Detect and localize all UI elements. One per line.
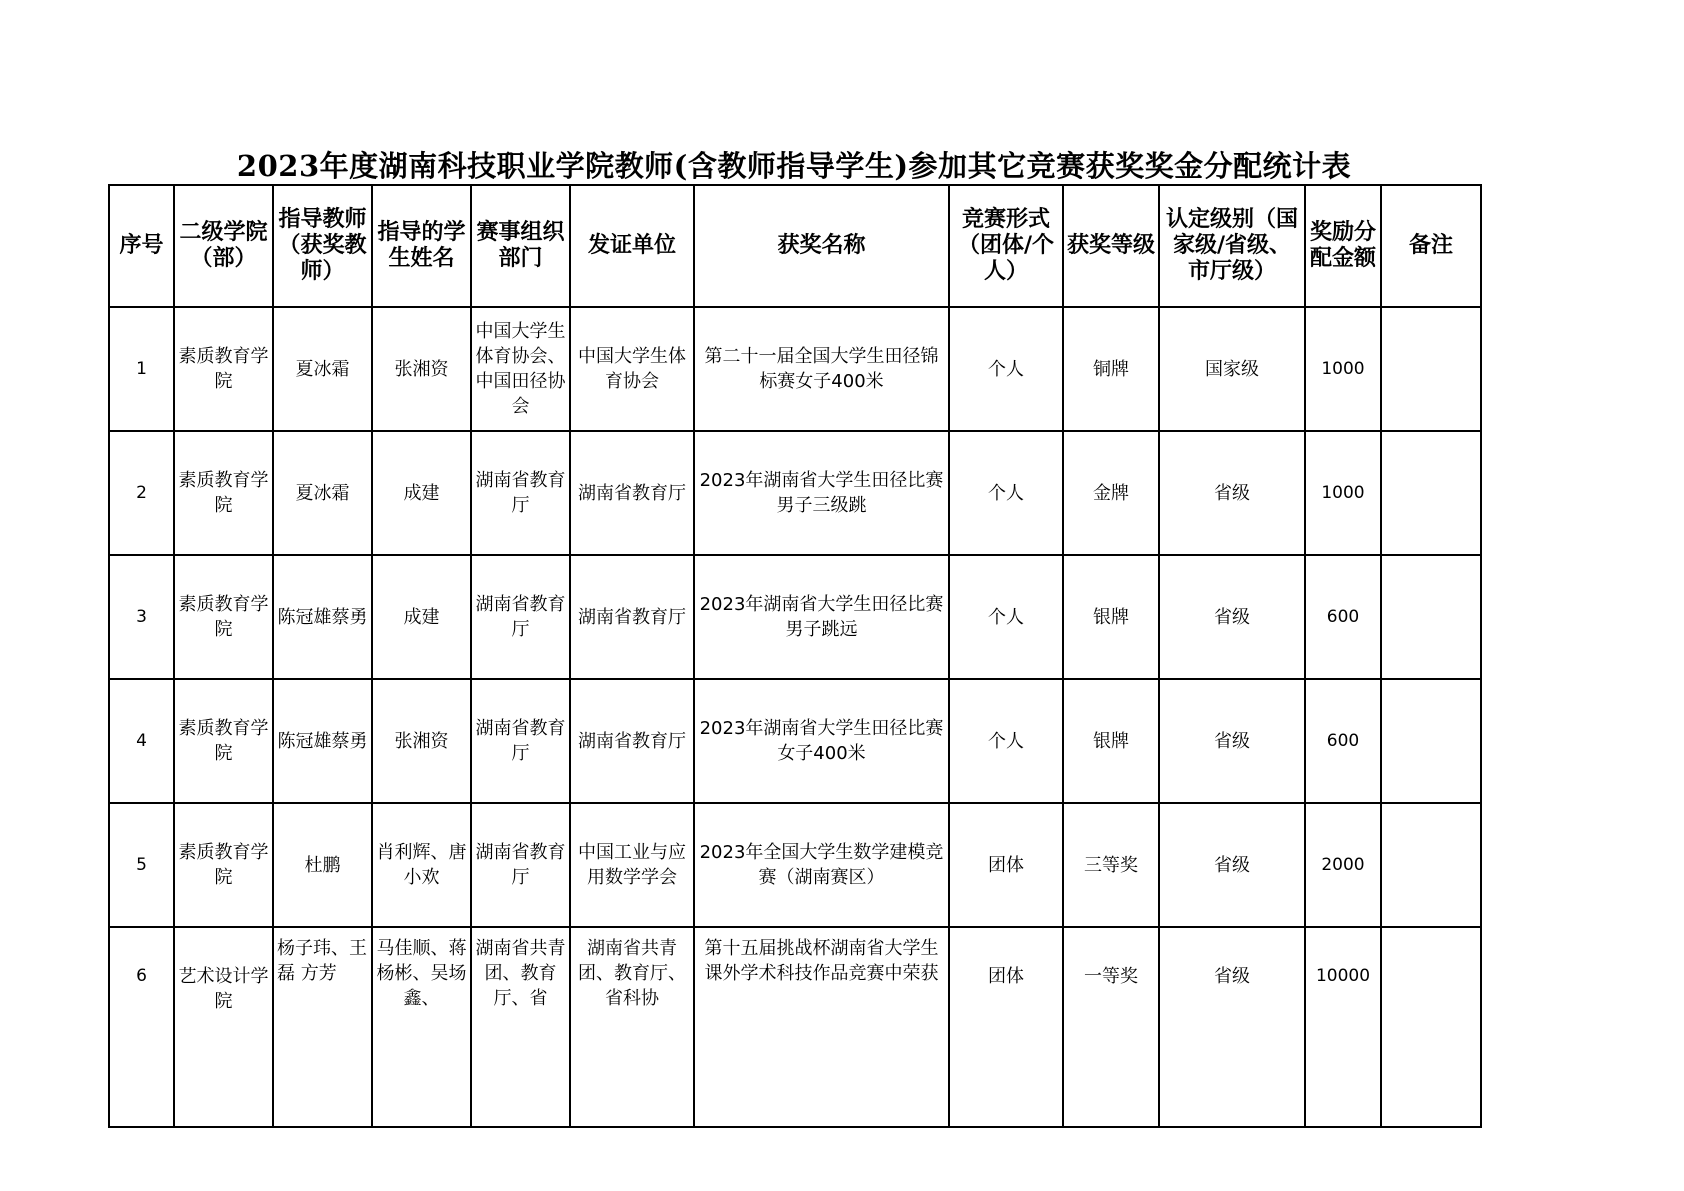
cell-teacher: 陈冠雄蔡勇 — [273, 679, 372, 803]
cell-student: 张湘资 — [372, 679, 471, 803]
cell-student: 成建 — [372, 431, 471, 555]
cell-remark — [1381, 803, 1481, 927]
table-row — [109, 927, 1481, 1127]
cell-organizer: 湖南省共青团、教育厅、省 — [471, 927, 570, 1127]
cell-issuer: 湖南省教育厅 — [570, 431, 694, 555]
cell-seq: 1 — [109, 307, 174, 431]
cell-amount: 1000 — [1305, 431, 1381, 555]
col-organizer: 赛事组织部门 — [471, 185, 570, 307]
col-teacher: 指导教师（获奖教师） — [273, 185, 372, 307]
col-level: 认定级别（国家级/省级、市厅级） — [1159, 185, 1305, 307]
page-title: 2023年度湖南科技职业学院教师(含教师指导学生)参加其它竞赛获奖奖金分配统计表 — [236, 149, 1352, 183]
cell-level: 省级 — [1159, 431, 1305, 555]
col-issuer: 发证单位 — [570, 185, 694, 307]
col-award-name: 获奖名称 — [694, 185, 949, 307]
cell-college: 艺术设计学院 — [174, 927, 273, 1127]
cell-award-name: 2023年湖南省大学生田径比赛男子跳远 — [694, 555, 949, 679]
cell-level: 省级 — [1159, 555, 1305, 679]
table-row — [109, 679, 1481, 803]
cell-student: 成建 — [372, 555, 471, 679]
cell-teacher: 杜鹏 — [273, 803, 372, 927]
cell-award-name: 第二十一届全国大学生田径锦标赛女子400米 — [694, 307, 949, 431]
cell-form: 个人 — [949, 431, 1063, 555]
cell-award-name: 2023年湖南省大学生田径比赛男子三级跳 — [694, 431, 949, 555]
cell-award-name: 2023年全国大学生数学建模竞赛（湖南赛区） — [694, 803, 949, 927]
cell-student: 肖利辉、唐小欢 — [372, 803, 471, 927]
table-container — [108, 184, 1482, 1012]
cell-teacher: 夏冰霜 — [273, 431, 372, 555]
cell-student: 张湘资 — [372, 307, 471, 431]
table-row — [109, 431, 1481, 555]
cell-level: 省级 — [1159, 679, 1305, 803]
cell-grade: 金牌 — [1063, 431, 1159, 555]
cell-level: 省级 — [1159, 927, 1305, 1127]
cell-amount: 10000 — [1305, 927, 1381, 1127]
cell-organizer: 湖南省教育厅 — [471, 555, 570, 679]
cell-award-name: 第十五届挑战杯湖南省大学生课外学术科技作品竞赛中荣获 — [694, 927, 949, 1127]
cell-issuer: 湖南省教育厅 — [570, 679, 694, 803]
cell-form: 个人 — [949, 679, 1063, 803]
col-amount: 奖励分配金额 — [1305, 185, 1381, 307]
cell-organizer: 湖南省教育厅 — [471, 431, 570, 555]
cell-grade: 铜牌 — [1063, 307, 1159, 431]
cell-college: 素质教育学院 — [174, 803, 273, 927]
cell-amount: 600 — [1305, 679, 1381, 803]
cell-grade: 银牌 — [1063, 555, 1159, 679]
cell-issuer: 中国工业与应用数学学会 — [570, 803, 694, 927]
award-table — [108, 184, 1482, 1128]
cell-form: 个人 — [949, 307, 1063, 431]
cell-remark — [1381, 927, 1481, 1127]
table-row — [109, 803, 1481, 927]
cell-seq: 2 — [109, 431, 174, 555]
cell-issuer: 湖南省教育厅 — [570, 555, 694, 679]
cell-teacher: 夏冰霜 — [273, 307, 372, 431]
cell-seq: 5 — [109, 803, 174, 927]
cell-remark — [1381, 431, 1481, 555]
cell-college: 素质教育学院 — [174, 307, 273, 431]
cell-form: 个人 — [949, 555, 1063, 679]
cell-form: 团体 — [949, 927, 1063, 1127]
col-form: 竞赛形式（团体/个人） — [949, 185, 1063, 307]
cell-teacher: 杨子玮、王磊 方芳 — [273, 927, 372, 1127]
cell-remark — [1381, 555, 1481, 679]
col-seq: 序号 — [109, 185, 174, 307]
cell-college: 素质教育学院 — [174, 431, 273, 555]
cell-amount: 600 — [1305, 555, 1381, 679]
col-grade: 获奖等级 — [1063, 185, 1159, 307]
cell-grade: 一等奖 — [1063, 927, 1159, 1127]
cell-organizer: 湖南省教育厅 — [471, 803, 570, 927]
col-student: 指导的学生姓名 — [372, 185, 471, 307]
cell-grade: 三等奖 — [1063, 803, 1159, 927]
cell-college: 素质教育学院 — [174, 679, 273, 803]
cell-seq: 6 — [109, 927, 174, 1127]
cell-amount: 2000 — [1305, 803, 1381, 927]
col-remark: 备注 — [1381, 185, 1481, 307]
cell-organizer: 中国大学生体育协会、中国田径协会 — [471, 307, 570, 431]
cell-level: 省级 — [1159, 803, 1305, 927]
cell-teacher: 陈冠雄蔡勇 — [273, 555, 372, 679]
cell-grade: 银牌 — [1063, 679, 1159, 803]
table-row — [109, 307, 1481, 431]
cell-seq: 4 — [109, 679, 174, 803]
cell-college: 素质教育学院 — [174, 555, 273, 679]
cell-issuer: 湖南省共青团、教育厅、省科协 — [570, 927, 694, 1127]
cell-student: 马佳顺、蒋杨彬、吴场鑫、 — [372, 927, 471, 1127]
cell-amount: 1000 — [1305, 307, 1381, 431]
cell-seq: 3 — [109, 555, 174, 679]
cell-issuer: 中国大学生体育协会 — [570, 307, 694, 431]
cell-organizer: 湖南省教育厅 — [471, 679, 570, 803]
cell-form: 团体 — [949, 803, 1063, 927]
header-row — [109, 185, 1481, 307]
cell-remark — [1381, 307, 1481, 431]
cell-award-name: 2023年湖南省大学生田径比赛女子400米 — [694, 679, 949, 803]
cell-remark — [1381, 679, 1481, 803]
cell-level: 国家级 — [1159, 307, 1305, 431]
table-row — [109, 555, 1481, 679]
col-college: 二级学院（部） — [174, 185, 273, 307]
